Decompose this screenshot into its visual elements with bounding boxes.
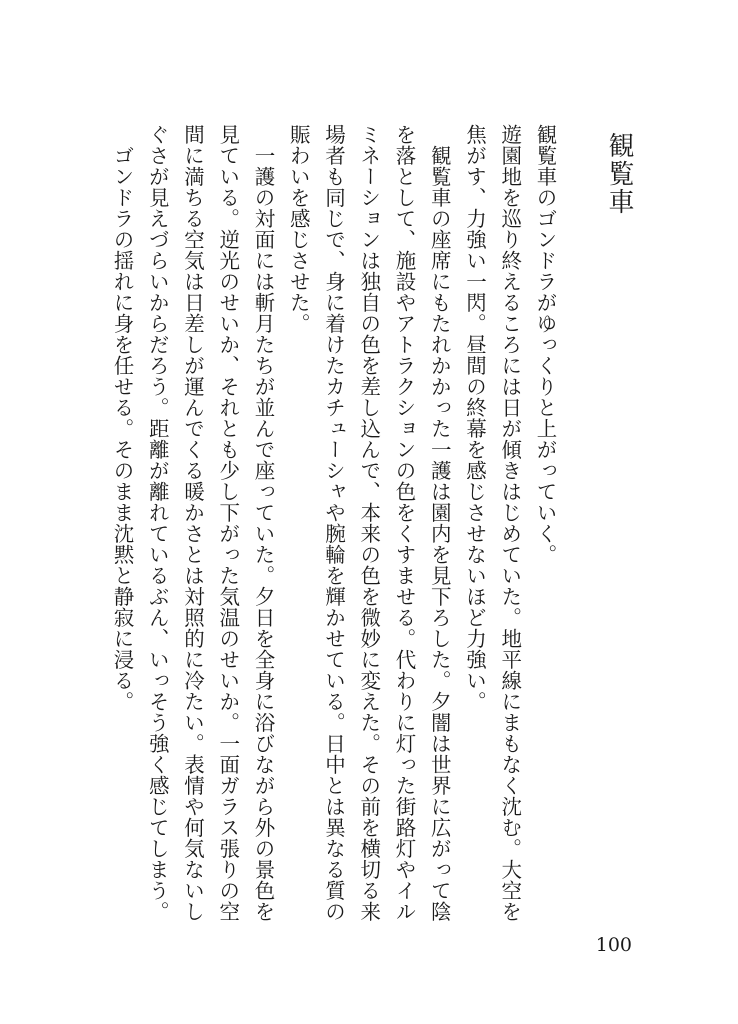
chapter-title: 観覧車 xyxy=(604,132,634,216)
paragraph: ゴンドラの揺れに身を任せる。そのまま沈黙と静寂に浸る。 xyxy=(110,144,134,712)
page-number: 100 xyxy=(595,934,632,956)
paragraph: 遊園地を巡り終えるころには日が傾きはじめていた。地平線にまもなく沈む。大空を焦がす、力強い一閃。昼間の終幕を感じさせないほど力強い。 xyxy=(462,124,522,922)
paragraph: 観覧車の座席にもたれかかった一護は園内を見下ろした。夕闇は世界に広がって陰を落として、施設やアトラクションの色をくすませる。代わりに灯った街路灯やイルミネーションは独自の色を差し込んで、本来の色を微妙に変えた。その前を横切る来場者も同じで、身に着けたカチューシャや腕輪を輝かせている。日中とは異なる質の賑わいを感じさせた。 xyxy=(286,124,452,922)
paragraph: 観覧車のゴンドラがゆっくりと上がっていく。 xyxy=(533,124,557,565)
paragraph: 一護の対面には斬月たちが並んで座っていた。夕日を全身に浴びながら外の景色を見ている。逆光のせいか、それとも少し下がった気温のせいか。一面ガラス張りの空間に満ちる空気は日差しが運んでくる暖かさとは対照的に冷たい。表情や何気ないしぐさが見えづらいからだろう。距離が離れているぶん、いっそう強く感じてしまう。 xyxy=(145,124,275,922)
body-text xyxy=(104,124,562,924)
